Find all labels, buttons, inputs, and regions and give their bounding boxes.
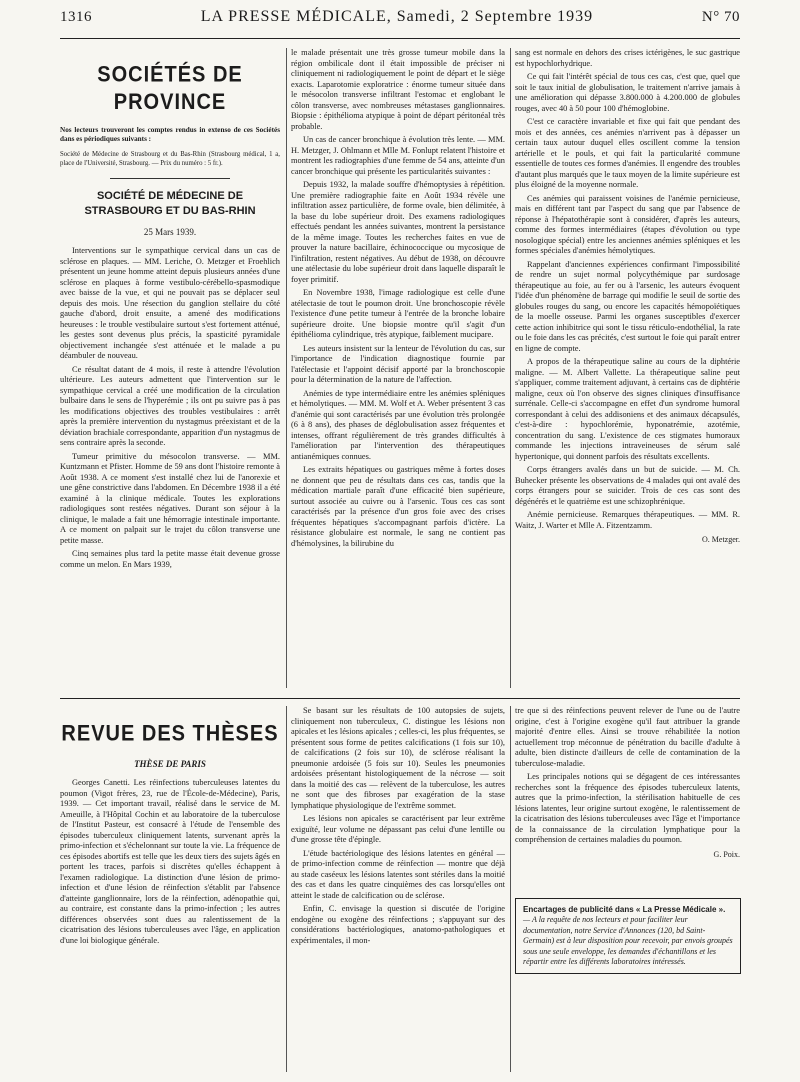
- article-paragraph: Un cas de cancer bronchique à évolution très lente. — MM. H. Metzger, J. Ohlmann et Mlle M. Fonlupt relatent l'histoire et montrent les radiographies d'une femme de 54 ans, atteinte d'un cancer bronchique qui présente les particularités suivantes :: [291, 135, 505, 176]
- article-paragraph: sang est normale en dehors des crises ictérigènes, le suc gastrique est hypochlorhydrique.: [515, 48, 740, 68]
- article-paragraph: Enfin, C. envisage la question si discutée de l'origine endogène ou exogène des réinfections ; s'appuyant sur des considérations bactériologiques, anatomo-pathologiques et expérimentales, il mon-: [291, 904, 505, 945]
- article-paragraph: Anémie pernicieuse. Remarques thérapeutiques. — MM. R. Waitz, J. Warter et Mlle A. Fitzentzamm.: [515, 510, 740, 530]
- notice-body: — A la requête de nos lecteurs et pour faciliter leur documentation, notre Service d'Annonces (120, bd Saint-Germain) est à leur disposition pour recevoir, par envois groupés sous une seule enveloppe, les demandes d'échantillons et les répartir entre les différents laboratoires intéressés.: [523, 915, 733, 966]
- societes-column-3: [515, 48, 740, 690]
- article-paragraph: L'étude bactériologique des lésions latentes en général — de primo-infection comme de réinfection — montre que déjà au stade caséeux les lésions latentes sont stériles dans la moitié des cas et dans les quatre cinquièmes des cas lorsqu'elles ont atteint le stade de calcification ou de sclérose.: [291, 848, 505, 900]
- society-name: SOCIÉTÉ DE MÉDECINE DE STRASBOURG ET DU BAS-RHIN: [84, 190, 256, 218]
- article-paragraph: Anémies de type intermédiaire entre les anémies spléniques et hémolytiques. — MM. M. Wolf et A. Weber présentent 3 cas d'anémie qui sont caractérisés par une évolution très prolongée (6 à 8 ans), des phases de déglobulisation assez fréquentes et intenses, offrant régulièrement de très grandes difficultés à l'amélioration par l'intervention des thérapeutiques antianémiques connues.: [291, 388, 505, 461]
- author-signature: O. Metzger.: [702, 535, 740, 544]
- article-paragraph: Ces anémies qui paraissent voisines de l'anémie pernicieuse, mais en différent tant par l'aspect du sang que par l'absence de réponse à l'hépatothérapie sont à considérer, d'après les auteurs, comme des formes intermédiaires (étapes d'évolution ou type nosologique spécial) entre les anciennes anémies spléniques et les formes spéciales d'anémies hémolytiques.: [515, 193, 740, 255]
- article-paragraph: Ce qui fait l'intérêt spécial de tous ces cas, c'est que, quel que soit le taux initial de globulisation, le traitement n'arrive jamais à une amélioration qui dépasse 3.800.000 à 4.200.000 de globules rouges, avec 40 à 50 pour 100 d'hémoglobine.: [515, 72, 740, 113]
- societes-column-2: [291, 48, 505, 690]
- section-rule: [60, 698, 740, 699]
- revue-column-1: [60, 700, 280, 1072]
- notice-title: Encartages de publicité dans « La Presse Médicale ».: [523, 905, 726, 914]
- article-paragraph: Ce résultat datant de 4 mois, il reste à attendre l'évolution ultérieure. Les auteurs admettent que l'intervention sur le sympathique cervical a créé une modification de la circulation bulbaire dans le sens de l'hyperémie ; ils ont pu suivre pas à pas les modifications objectives des troubles vestibulaires : arrêt après la première intervention du nystagmus préexistant et de la déviation brachiale correspondante, apparition d'un nystagmus de sens contraire après la seconde.: [60, 364, 280, 448]
- publication-date: Samedi, 2 Septembre 1939: [396, 8, 594, 25]
- article-paragraph: Les lésions non apicales se caractérisent par leur extrême exiguïté, leur volume ne dépassant pas celui d'une lentille ou d'une grosse tête d'épingle.: [291, 814, 505, 844]
- revue-column-2: [291, 706, 505, 1072]
- column-divider: [286, 706, 287, 1072]
- article-paragraph: C'est ce caractère invariable et fixe qui fait que pendant des mois et des années, ces anémies n'arrivent pas à dépasser un certain taux autour duquel elles oscillent comme la tension artérielle et le pouls, et qui fait la particularité commune essentielle de toutes ces formes d'anémies. Il engendre des troubles d'autant plus marqués que le taux moyen de la limite supérieure est plus éloigné de la moyenne normale.: [515, 117, 740, 189]
- article-paragraph: Corps étrangers avalés dans un but de suicide. — M. Ch. Buhecker présente les observations de 4 malades qui ont avalé des corps étrangers pour se suicider. Trois de ces cas sont des dégénérés et le quatrième est une schizophrénique.: [515, 465, 740, 506]
- article-paragraph: le malade présentait une très grosse tumeur mobile dans la région ombilicale dont il était impossible de préciser ni cliniquement ni radiologiquement le point de départ et le siège exacts. Laparotomie exploratrice : énorme tumeur située dans le mésocolon transverse infiltrant l'estomac et englobant le côlon transverse, avec nombreuses métastases ganglionnaires. Biopsie : épithélioma atypique à point de départ péritonéal très probable.: [291, 48, 505, 131]
- article-paragraph: Les auteurs insistent sur la lenteur de l'évolution du cas, sur l'importance de l'indication diagnostique fournie par l'atélectasie et l'appoint décisif apporté par la bronchoscopie pour la détermination de la nature de l'affection.: [291, 343, 505, 384]
- article-paragraph: Interventions sur le sympathique cervical dans un cas de sclérose en plaques. — MM. Leriche, O. Metzger et Froehlich présentent un jeune homme atteint depuis plusieurs années d'une sclérose en plaques à forme vestibulo-cérébello-spasmodique avec baisse de la vue, et qui ne pouvait pas se déplacer seul depuis des mois. Une résection du ganglion stellaire du côté gauche d'abord, droit ensuite, a amené des modifications heureuses : le trouble vestibulaire surtout s'est fortement atténué, les gestes sont devenus plus précis, la spasticité pyramidale objectivement inchangée s'est atténuée et le malade a pu déambuler de nouveau.: [60, 246, 280, 361]
- societes-title: SOCIÉTÉS DE PROVINCE: [97, 62, 243, 115]
- article-paragraph: Cinq semaines plus tard la petite masse était devenue grosse comme un melon. En Mars 1939,: [60, 549, 280, 569]
- page-header: [60, 8, 740, 30]
- article-paragraph: Les principales notions qui se dégagent de ces intéressantes recherches sont la fréquence des épisodes tuberculeux latents, autres que la primo-infection, la stérilisation habituelle de ces lésions latentes, leur origine surtout exogène, le ralentissement de la cicatrisation des lésions tuberculeuses avec l'âge et l'importance de la connaissance de la circulation lymphatique pour la compréhension de certaines maladies du poumon.: [515, 772, 740, 844]
- column-divider: [510, 48, 511, 688]
- revue-subtitle: THÈSE DE PARIS: [134, 759, 206, 769]
- section-divider: [110, 178, 230, 179]
- article-paragraph: Tumeur primitive du mésocolon transverse. — MM. Kuntzmann et Pfister. Homme de 59 ans dont l'histoire remonte à Août 1938. A ce moment s'est installé chez lui de l'anorexie et une gêne constrictive dans l'abdomen. En Décembre 1938 il a été examiné à la clinique médicale. Toutes les explorations radiologiques sont restées négatives. Durant son séjour à la clinique, le malade a fait une hémorragie intestinale importante. A ce moment on palpait sur le trajet du côlon transverse une petite masse.: [60, 451, 280, 545]
- page-number: 1316: [60, 9, 92, 25]
- meeting-date: 25 Mars 1939.: [143, 227, 197, 238]
- header-rule: [60, 38, 740, 39]
- issue-number: N° 70: [701, 9, 740, 25]
- article-paragraph: Se basant sur les résultats de 100 autopsies de sujets, cliniquement non tuberculeux, C. distingue les lésions non apicales et les lésions apicales ; celles-ci, les plus fréquentes, se présentent sous forme de petites calcifications (1 fois sur 10), de calcifications (2 fois sur 10), de sclérose réalisant la pneumonie ardoisée (5 fois sur 10). Seules les pneumonies ardoisées présentant histologiquement de la nécrose — soit dans la moitié des cas — relèvent de la tuberculose, les autres ne sont que des fibroses par exagération de la stase lymphatique physiologique de l'extrême sommet.: [291, 706, 505, 810]
- article-paragraph: Rappelant d'anciennes expériences confirmant l'impossibilité de rendre un sujet normal polycythémique par surdosage thérapeutique au foie, au fer ou à l'arsenic, les auteurs évoquent l'idée d'un phénomène de barrage qui modifie le seuil de sortie des globules rouges du sang, ou encore les capacités hémopoïétiques de la moelle osseuse. Parmi les organes susceptibles d'exercer cette action inhibitrice qui sont le tissu réticulo-endothélial, la rate ou le foie dans les cas précités, c'est surtout le foie qui paraît entrer en ligne de compte.: [515, 259, 740, 353]
- article-paragraph: A propos de la thérapeutique saline au cours de la diphtérie maligne. — M. Albert Vallette. La thérapeutique saline peut s'appliquer, comme traitement adjuvant, à certains cas de diphtérie maligne, ceux où l'on observe des signes cliniques d'insuffisance surrénale. Celle-ci s'accompagne en effet d'un syndrome humoral correspondant à celui des addisoniens et des animaux décapsulés, c'est-à-dire : hypochlorémie, hyponatrémie, azotémie, concentration du sang. L'existence de ces stigmates humoraux commande les injections intraveineuses de sérum salé hypertonique, qui donnent parfois des résultats excellents.: [515, 357, 740, 461]
- article-paragraph: Depuis 1932, la malade souffre d'hémoptysies à répétition. Une première radiographie faite en Août 1934 révèle une infiltration assez particulière, de forme ovale, bien délimitée, à la base du lobe supérieur droit. Des examens radiologiques effectués pendant les années suivantes, montrent la persistance de la même image. Toutes les recherches faites en vue de prouver la nature bacillaire, échinococcique ou mycosique de l'infiltration, restent négatives. Au début de 1938, on découvre une atélectasie du lobe supérieur droit dans laquelle disparaît le foyer primitif.: [291, 180, 505, 284]
- advertising-notice: [515, 898, 741, 974]
- article-paragraph: Les extraits hépatiques ou gastriques même à fortes doses ne donnent que peu de résultats dans ces cas, tandis que la médication martiale paraît d'une efficacité bien supérieure, surtout associée au cuivre ou à l'arsenic. Tous ces cas sont caractérisés par la présence d'un gros foie avec des crises fréquentes hépatiques s'accompagnant parfois d'ictère. La résistance globulaire est normale, le sang ne contient pas d'hémolysines, la bilirubine du: [291, 465, 505, 548]
- column-divider: [510, 706, 511, 1072]
- societes-reference: Société de Médecine de Strasbourg et du Bas-Rhin (Strasbourg médical, 1 a, place de l'Université, Strasbourg. — Prix du numéro : 5 fr.).: [60, 150, 280, 167]
- publication-name: LA PRESSE MÉDICALE,: [200, 8, 392, 25]
- article-paragraph: En Novembre 1938, l'image radiologique est celle d'une atélectasie de tout le poumon droit. Une bronchoscopie révèle l'existence d'une petite tumeur à l'entrée de la bronche lobaire supérieure droite. Une biopsie montre qu'il s'agit d'un épithélioma cylindrique, très atypique, faiblement mucipare.: [291, 288, 505, 339]
- article-paragraph: Georges Canetti. Les réinfections tuberculeuses latentes du poumon (Vigot frères, 23, rue de l'École-de-Médecine), Paris, 1939. — Cet important travail, réalisé dans le service de M. Ameuille, à l'Hôpital Cochin et au laboratoire de la tuberculose de l'Institut Pasteur, est consacré à l'étude de l'ensemble des épisodes tuberculeux cliniquement latents, survenant après la primo-infection et s'échelonnant sur toute la vie. La fréquence de ces épisodes abortifs est telle que les deux tiers des sujets âgés en portent les traces, parfois si discrètes qu'elles échappent à l'examen radiologique. La distinction d'une lésion de primo-infection et d'une lésion de réinfection s'établit par l'absence d'atteinte ganglionnaire, lors de la réinfection, adénopathie qui, au contraire, est constante dans la primo-infection ; les autres différences observées sont dues au ralentissement de la cicatrisation des lésions tuberculeuses avec l'âge, en application d'une loi biologique générale.: [60, 778, 280, 945]
- publication-line: [201, 8, 593, 26]
- societes-column-1: [60, 42, 280, 690]
- revue-column-3: [515, 706, 740, 886]
- societes-intro: Nos lecteurs trouveront les comptes rendus in extenso de ces Sociétés dans es périodiques suivants :: [60, 126, 280, 144]
- author-signature: G. Poix.: [713, 849, 740, 859]
- article-paragraph: tre que si des réinfections peuvent relever de l'une ou de l'autre origine, c'est à l'origine exogène qu'il faut attribuer la grande majorité d'entre elles. Ainsi se trouve réhabilitée la notion actuellement trop méconnue de pénétration du bacille d'adulte à adulte, bien distincte d'ailleurs de celle de contamination de la tuberculose-maladie.: [515, 706, 740, 768]
- column-divider: [286, 48, 287, 688]
- revue-title: REVUE DES THÈSES: [61, 721, 279, 747]
